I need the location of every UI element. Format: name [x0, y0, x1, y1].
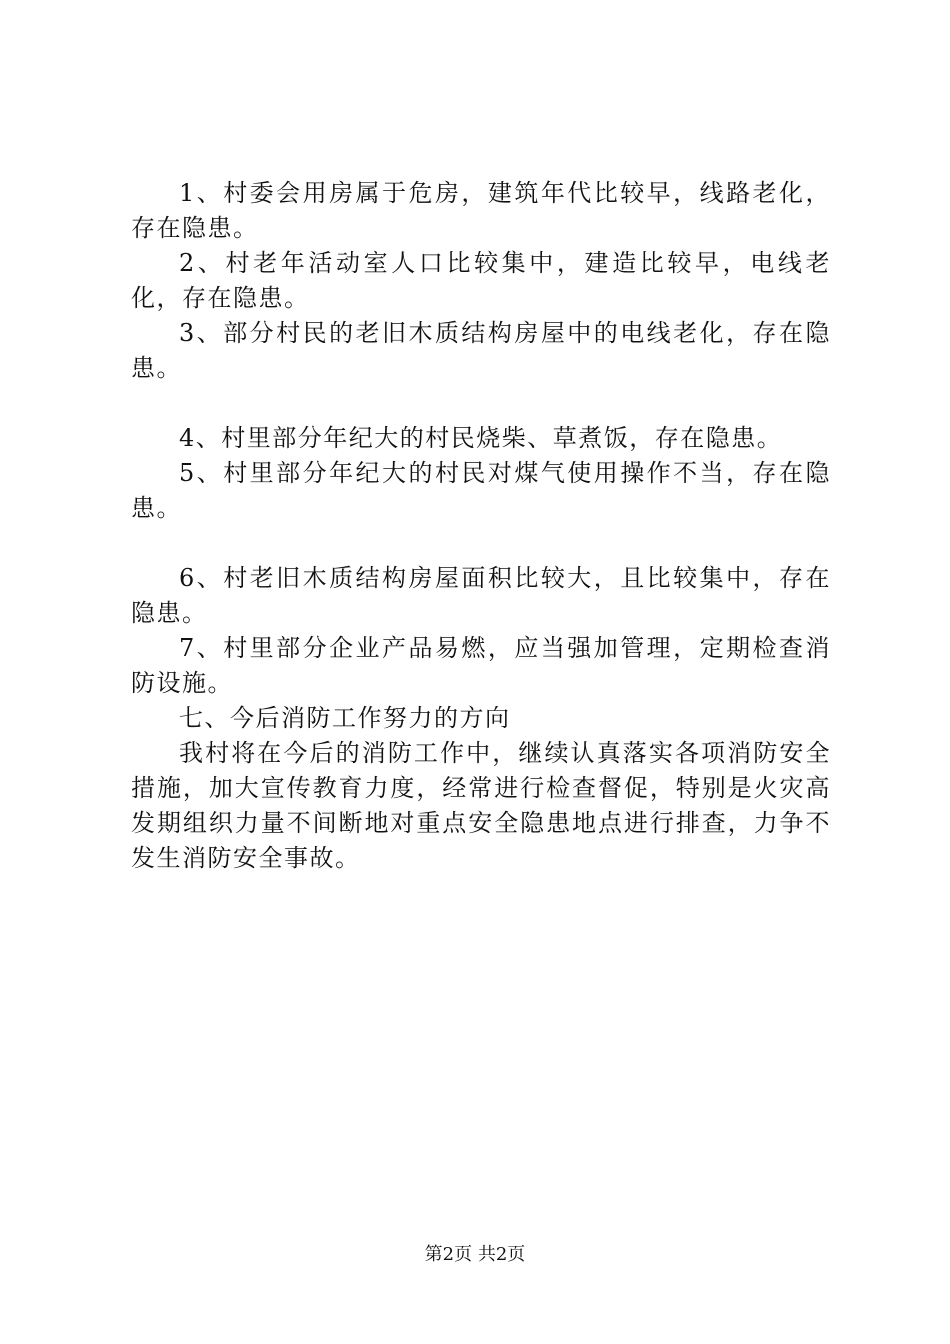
hazard-item-2: 2、村老年活动室人口比较集中，建造比较早，电线老化，存在隐患。 [131, 249, 831, 312]
document-body [131, 176, 831, 876]
hazard-item-7: 7、村里部分企业产品易燃，应当强加管理，定期检查消防设施。 [131, 634, 831, 697]
hazard-item-5: 5、村里部分年纪大的村民对煤气使用操作不当，存在隐患。 [131, 459, 831, 522]
section-paragraph: 我村将在今后的消防工作中，继续认真落实各项消防安全措施，加大宣传教育力度，经常进行检查督促，特别是火灾高发期组织力量不间断地对重点安全隐患地点进行排查，力争不发生消防安全事故。 [131, 739, 831, 872]
hazard-item-3: 3、部分村民的老旧木质结构房屋中的电线老化，存在隐患。 [131, 319, 831, 382]
hazard-item-1: 1、村委会用房属于危房，建筑年代比较早，线路老化，存在隐患。 [131, 179, 831, 242]
hazard-item-4: 4、村里部分年纪大的村民烧柴、草煮饭，存在隐患。 [179, 424, 783, 452]
section-heading: 七、今后消防工作努力的方向 [179, 704, 511, 732]
hazard-item-6: 6、村老旧木质结构房屋面积比较大，且比较集中，存在隐患。 [131, 564, 831, 627]
page-footer: 第2页 共2页 [424, 1244, 526, 1265]
